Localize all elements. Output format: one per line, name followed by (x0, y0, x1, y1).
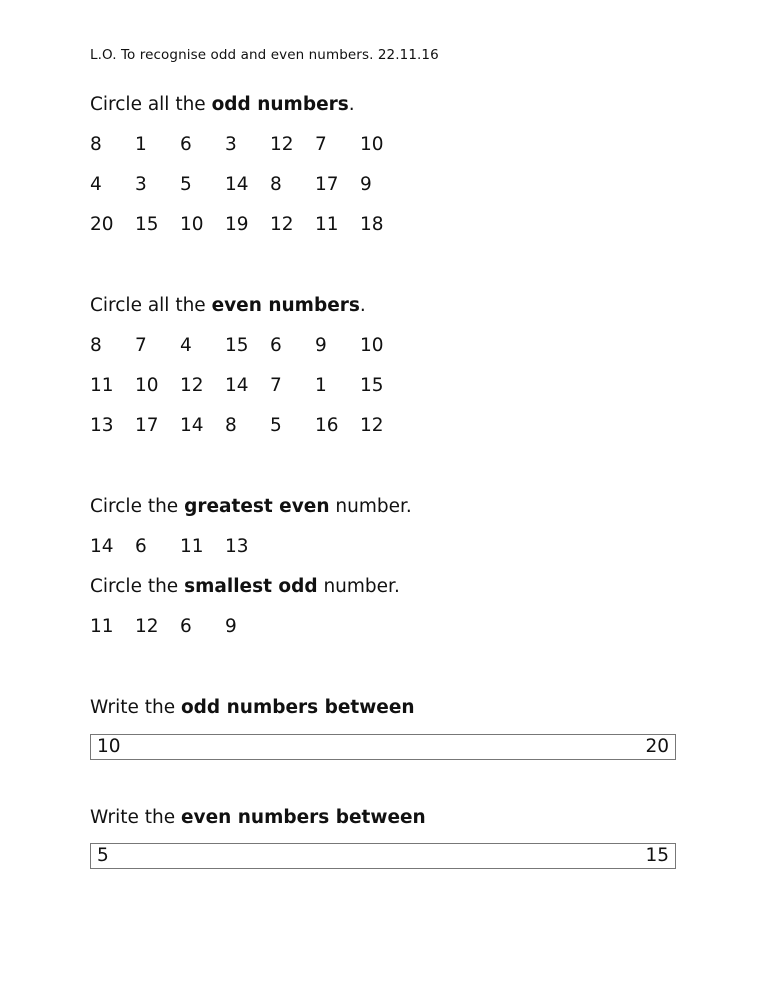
number-cell[interactable]: 4 (180, 335, 192, 356)
instruction-text: Write the (90, 807, 181, 828)
number-cell[interactable]: 17 (135, 415, 159, 436)
number-cell[interactable]: 10 (135, 375, 159, 396)
instruction-text: Circle all the (90, 94, 212, 115)
even-answer-box[interactable] (90, 843, 676, 869)
number-cell[interactable]: 7 (270, 375, 282, 396)
number-cell[interactable]: 12 (270, 134, 294, 155)
instruction-write-even (90, 807, 426, 828)
instruction-text: Circle the (90, 576, 185, 597)
number-cell[interactable]: 10 (360, 335, 384, 356)
number-cell[interactable]: 1 (135, 134, 147, 155)
number-cell[interactable]: 7 (315, 134, 327, 155)
instruction-suffix: number. (317, 576, 400, 597)
number-cell[interactable]: 14 (90, 536, 114, 557)
instruction-greatest-even (90, 496, 412, 517)
number-cell[interactable]: 10 (180, 214, 204, 235)
number-cell[interactable]: 5 (270, 415, 282, 436)
instruction-circle-odd (90, 94, 355, 115)
number-cell[interactable]: 9 (360, 174, 372, 195)
number-cell[interactable]: 20 (90, 214, 114, 235)
number-cell[interactable]: 14 (225, 174, 249, 195)
number-cell[interactable]: 6 (135, 536, 147, 557)
instruction-text: Write the (90, 697, 181, 718)
number-cell[interactable]: 11 (90, 375, 114, 396)
number-cell[interactable]: 8 (90, 335, 102, 356)
instruction-suffix: . (348, 94, 355, 115)
number-cell[interactable]: 16 (315, 415, 339, 436)
number-cell[interactable]: 8 (270, 174, 282, 195)
instruction-suffix: . (359, 295, 366, 316)
number-cell[interactable]: 12 (270, 214, 294, 235)
number-cell[interactable]: 5 (180, 174, 192, 195)
number-cell[interactable]: 8 (225, 415, 237, 436)
number-cell[interactable]: 11 (90, 616, 114, 637)
number-cell[interactable]: 11 (315, 214, 339, 235)
number-cell[interactable]: 9 (225, 616, 237, 637)
number-cell[interactable]: 14 (225, 375, 249, 396)
number-cell[interactable]: 8 (90, 134, 102, 155)
number-cell[interactable]: 3 (225, 134, 237, 155)
number-cell[interactable]: 19 (225, 214, 249, 235)
number-cell[interactable]: 4 (90, 174, 102, 195)
instruction-text: Circle the (90, 496, 185, 517)
number-cell[interactable]: 17 (315, 174, 339, 195)
range-start: 5 (97, 845, 109, 866)
range-end: 15 (645, 845, 669, 866)
number-cell[interactable]: 13 (225, 536, 249, 557)
range-start: 10 (97, 736, 121, 757)
number-cell[interactable]: 7 (135, 335, 147, 356)
number-cell[interactable]: 6 (180, 616, 192, 637)
number-cell[interactable]: 13 (90, 415, 114, 436)
number-cell[interactable]: 18 (360, 214, 384, 235)
number-cell[interactable]: 12 (360, 415, 384, 436)
instruction-text: Circle all the (90, 295, 212, 316)
number-cell[interactable]: 15 (225, 335, 249, 356)
learning-objective: L.O. To recognise odd and even numbers. 22.11.16 (90, 47, 439, 63)
instruction-emphasis: even numbers (211, 295, 360, 316)
number-cell[interactable]: 9 (315, 335, 327, 356)
number-cell[interactable]: 6 (270, 335, 282, 356)
instruction-emphasis: greatest even (184, 496, 330, 517)
instruction-emphasis: odd numbers (211, 94, 349, 115)
instruction-emphasis: even numbers between (180, 807, 426, 828)
instruction-emphasis: odd numbers between (180, 697, 415, 718)
number-cell[interactable]: 10 (360, 134, 384, 155)
instruction-circle-even (90, 295, 366, 316)
instruction-suffix: number. (329, 496, 412, 517)
number-cell[interactable]: 12 (135, 616, 159, 637)
instruction-emphasis: smallest odd (184, 576, 318, 597)
instruction-smallest-odd (90, 576, 400, 597)
number-cell[interactable]: 1 (315, 375, 327, 396)
number-cell[interactable]: 3 (135, 174, 147, 195)
number-cell[interactable]: 6 (180, 134, 192, 155)
number-cell[interactable]: 15 (360, 375, 384, 396)
number-cell[interactable]: 11 (180, 536, 204, 557)
number-cell[interactable]: 14 (180, 415, 204, 436)
number-cell[interactable]: 15 (135, 214, 159, 235)
instruction-write-odd (90, 697, 415, 718)
number-cell[interactable]: 12 (180, 375, 204, 396)
range-end: 20 (645, 736, 669, 757)
odd-answer-box[interactable] (90, 734, 676, 760)
